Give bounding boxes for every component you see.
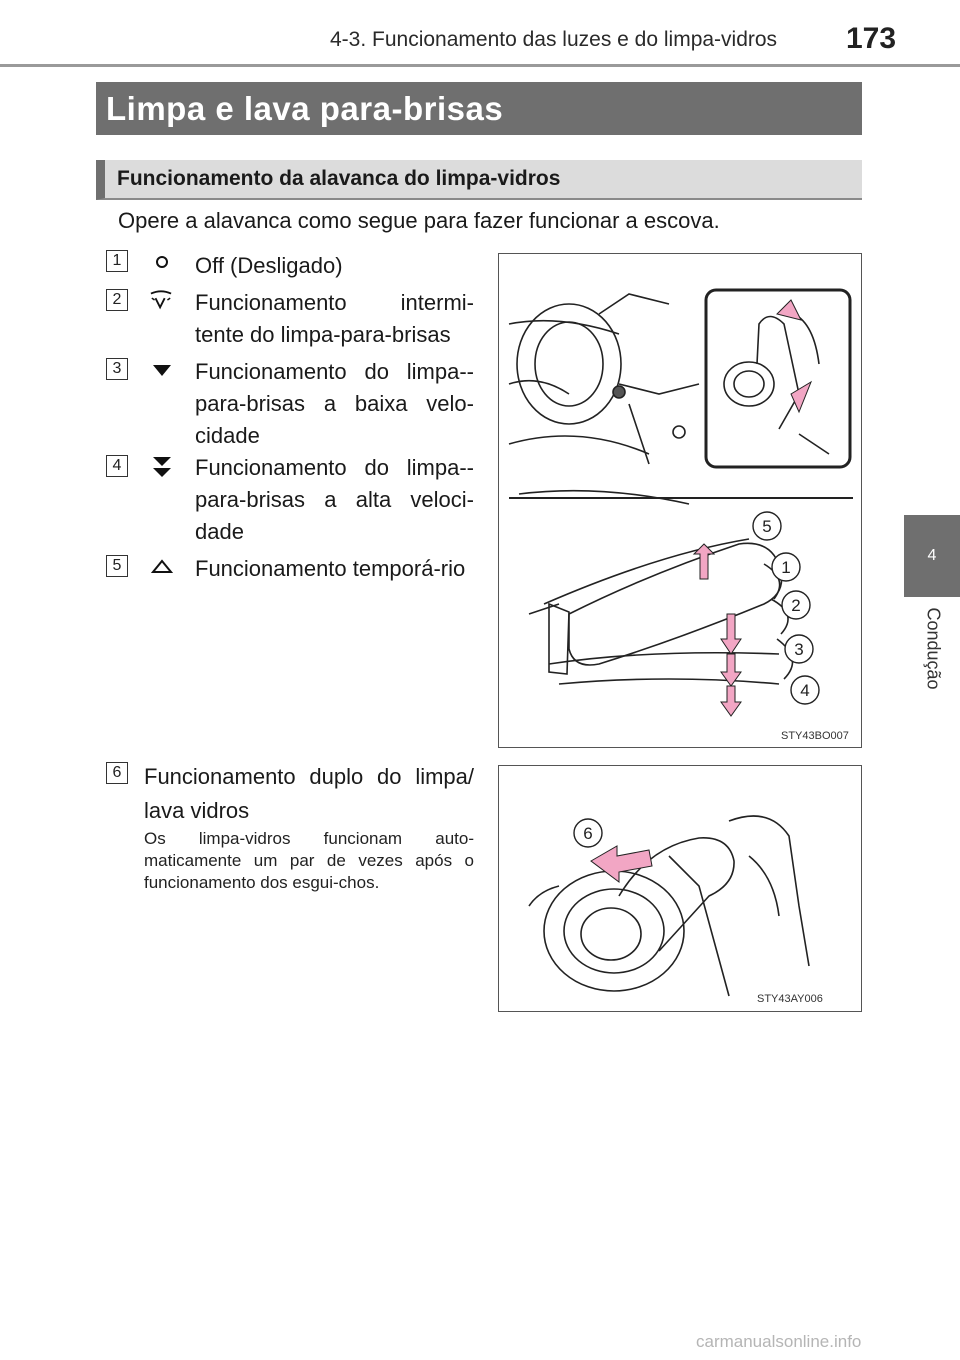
item-text-4: Funcionamento do limpa--para-brisas a alta veloci-dade [195,455,474,544]
callout-2-label: 2 [791,596,801,615]
item-text-5: Funcionamento temporá-rio [195,556,466,581]
figure-code-2: STY43AY006 [757,993,823,1005]
page-number: 173 [846,22,897,55]
off-circle-icon [150,251,174,273]
figure-code: STY43BO007 [781,730,849,742]
item-6-note: Os limpa-vidros funcionam auto-maticamente um par de vezes após o funcionamento dos esgui-chos. [144,829,474,892]
wiper-lever-figure [498,253,862,748]
intro-text: Opere a alavanca como segue para fazer funcionar a escova. [118,208,720,233]
item-number-4: 4 [106,455,128,477]
item-text-6: Funcionamento duplo do limpa/ lava vidros [144,764,474,823]
section-header: 4-3. Funcionamento das luzes e do limpa-vidros [330,28,778,51]
watermark: carmanualsonline.info [696,1332,862,1351]
callout-5-label: 5 [762,517,772,536]
washer-lever-illustration [499,766,861,1011]
item-number-6: 6 [106,762,128,784]
callout-4-label: 4 [800,681,810,700]
callout-3-label: 3 [794,640,804,659]
high-speed-double-triangle-icon [150,455,174,481]
section-subtitle: Funcionamento da alavanca do limpa-vidros [96,160,862,200]
washer-lever-figure [498,765,862,1012]
item-number-2: 2 [106,289,128,311]
chapter-tab-label: Condução [923,607,944,690]
header-rule [0,64,960,67]
item-text-1: Off (Desligado) [195,253,343,278]
page-title: Limpa e lava para-brisas [96,82,862,135]
item-number-1: 1 [106,250,128,272]
chapter-tab: 4 [904,515,960,597]
mist-triangle-icon [150,556,174,578]
item-number-3: 3 [106,358,128,380]
item-text-3: Funcionamento do limpa--para-brisas a baixa velo-cidade [195,359,474,448]
wiper-lever-illustration [499,254,861,747]
callout-1-label: 1 [781,558,791,577]
intermittent-wiper-icon [149,289,173,311]
low-speed-triangle-icon [150,360,174,382]
callout-6-label: 6 [583,824,593,843]
item-number-5: 5 [106,555,128,577]
item-text-2: Funcionamento intermi-tente do limpa-para-brisas [195,290,474,347]
